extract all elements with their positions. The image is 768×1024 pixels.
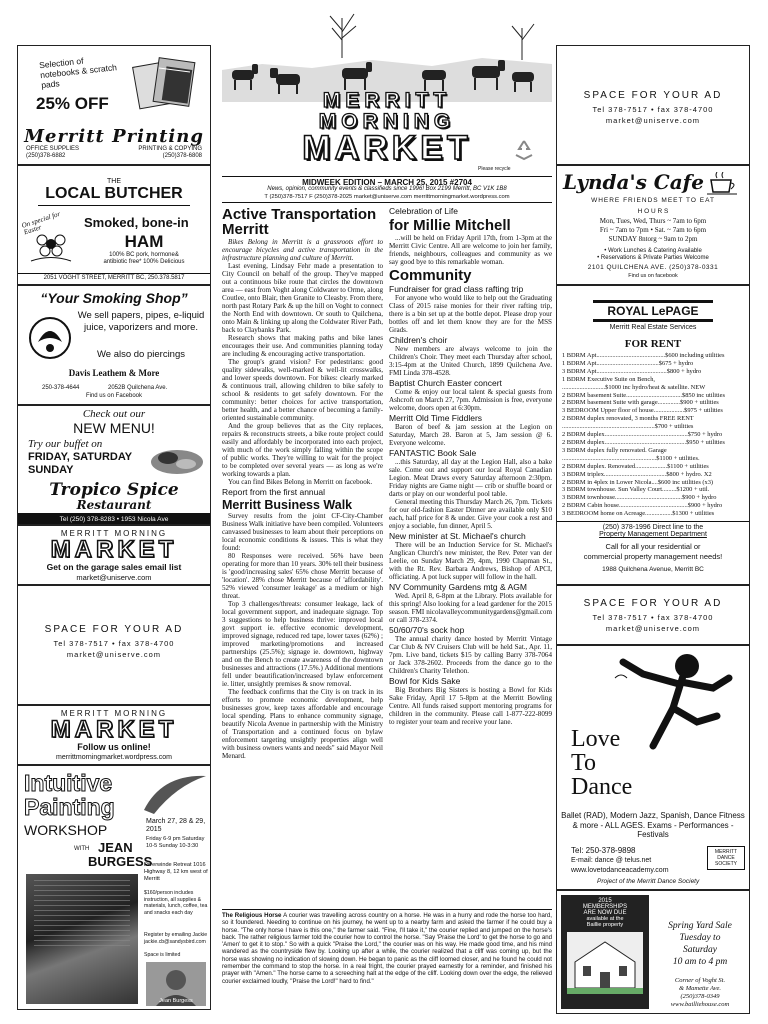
lyndas-cafe-ad — [556, 165, 750, 285]
left-space-for-ad — [17, 585, 211, 705]
rental-row: 3 BDRM triplex.......................................$800 + hydro. X2 — [562, 470, 712, 478]
cafe-name: Lynda's Cafe — [563, 170, 705, 194]
right-space-for-ad-top — [556, 45, 750, 165]
smoke-owner: Davis Leathem & More — [68, 368, 160, 378]
rental-row: 3 BDRM townhouse. Sun Valley Court.........$1200 + util. — [562, 486, 710, 494]
space-ad-phone: Tel 378-7517 • fax 378-4700 — [592, 105, 714, 114]
article-kicker-business-walk: Report from the first annual — [222, 487, 325, 497]
space-ad-email: market@uniserve.com — [66, 650, 162, 659]
painting-workshop: WORKSHOP — [24, 822, 108, 838]
space-ad-title: SPACE FOR YOUR AD — [44, 624, 184, 635]
lepage-call-2: commercial property management needs! — [583, 552, 723, 561]
space-ad-email: market@uniserve.com — [605, 624, 701, 633]
article-title-business-walk: Merritt Business Walk — [222, 498, 353, 512]
merritt-printing-ad — [17, 45, 211, 165]
baillie-web: www.bailliehouse.com — [670, 1001, 730, 1008]
religious-horse-story — [222, 909, 552, 1014]
rental-row: 1 BDRM Executive Suite on Bench, — [562, 375, 656, 383]
masthead-title-3: MARKET — [302, 129, 472, 167]
rental-list — [562, 352, 744, 518]
painting-with: WITH — [74, 846, 90, 852]
butcher-detail-2: antibiotic free* 100% Delicious — [103, 259, 185, 265]
baillie-address-2: & Mamette Ave. — [679, 985, 721, 992]
painting-image — [26, 874, 138, 1004]
article-paragraph: Research shows that making paths and bike lanes encourages their use. And communities planning today are including & encouraging active transportation. — [222, 334, 383, 358]
tagline: News, opinion, community events & classifieds since 1996! Box 2199 Merritt, BC V1K 1B8 — [267, 186, 507, 192]
butcher-name: LOCAL BUTCHER — [38, 185, 190, 206]
smoke-facebook: Find us on Facebook — [85, 393, 143, 399]
dance-tel: Tel: 250-378-9898 — [571, 846, 636, 855]
tropico-days-1: FRIDAY, SATURDAY — [28, 451, 133, 463]
dance-styles: Ballet (RAD), Modern Jazz, Spanish, Dance Fitness & more - ALL AGES. Exams - Performances - Festivals — [561, 811, 745, 839]
subhead: NV Community Gardens mtg & AGM — [389, 582, 527, 592]
painting-dates: March 27, 28 & 29, 2015 — [146, 818, 206, 833]
article-paragraph: ...this Saturday, all day at the Legion Hall, also a bake sale. Come out and support our local Royal Canadian Legion. Meat Draws every Saturday afternoon 2:30pm. Friday nights are Game night — crib or shuffle board or darts or play on our wonderful pool table. — [389, 458, 552, 498]
smoking-shop-ad — [17, 285, 211, 405]
rental-row: 2 BDRM basement Suite with garage..............$900 + utilities — [562, 399, 719, 407]
article-paragraph: The feedback confirms that the City is on track in its efforts to promote economic development, help businesses grow, keep taxes affordable and encourage local spending. Plans to enhance community signage, beautify Nicola Avenue in partnership with the Ministry of Transportation and a continued focus on bylaw enforcement targeting unsightly properties align well with business owners wants and needs" said Mayor Neil Menard. — [222, 688, 383, 760]
article-paragraph: 80 Responses were received. 56% have been operating for more than 10 years. 30% tell their business is 'good/increasing sales' 65% chose Merritt because of 'location'. 28% chose Merritt because of 'affordability'. 52% viewed 'consumer leakage' as a medium or high threat. — [222, 552, 383, 600]
painting-register: Register by emailing Jackie jackie.cb@sandysbird.com — [144, 932, 208, 945]
rental-row: 2 BDRM duplex...................................................$950 + utilities — [562, 438, 725, 446]
yard-sale-days-1: Tuesday to — [679, 933, 721, 943]
rental-row: 2 BDRM basement Suite...................................$850 inc utilities — [562, 391, 725, 399]
contact-line: T (250)378-7517 F (250)378-2025 market@uniserve.com merrittmorningmarket.wordpress.com — [222, 194, 552, 203]
rental-row: 1 BDRM Apt.......................................$675 + hydro — [562, 359, 694, 367]
tropico-name-1: Tropico Spice — [49, 480, 179, 500]
baillie-address-1: Corner of Voght St. — [674, 977, 726, 984]
smoke-name: “Your Smoking Shop” — [40, 290, 188, 306]
yard-sale-title: Spring Yard Sale — [668, 921, 732, 931]
lepage-direct: (250) 378-1996 Direct line to the — [557, 521, 749, 531]
right-space-for-ad-bottom — [556, 585, 750, 645]
rental-row: 1 BDRM Apt...........................................$600 including utilities — [562, 352, 725, 359]
cafe-service-2: • Reservations & Private Parties Welcome — [597, 255, 709, 261]
lepage-address: 1988 Quilchena Avenue, Merritt BC — [602, 566, 704, 573]
brush-stroke-image — [142, 770, 208, 816]
article-paragraph: You can find Bikes Belong in Merritt on facebook. — [228, 478, 373, 486]
love-to-dance-ad — [556, 645, 750, 890]
column-active-transportation — [222, 205, 383, 907]
space-ad-phone: Tel 378-7517 • fax 378-4700 — [53, 639, 175, 648]
rental-row: 3 BDRM duplex fully renovated. Garage — [562, 446, 667, 454]
printing-office: OFFICE SUPPLIES — [26, 146, 80, 152]
article-paragraph: The group's grand vision? For pedestrians: good quality sidewalks, well-marked & well-lit crosswalks, and lower speeds downtown. For bikes: clearly marked & continuous trail, allowing children to bike safely to school & residents to get safely downtown. For the community: better choices for active transportation, better health, and a better chance of becoming a family-oriented sustainable community. — [222, 358, 383, 422]
market1-line-1: Get on the garage sales email list — [46, 562, 182, 572]
dragon-logo-icon — [26, 312, 74, 364]
dance-email: E-mail: dance @ telus.net — [571, 857, 652, 864]
edition-line: MIDWEEK EDITION – MARCH 25, 2015 #2704 — [222, 176, 552, 187]
article-title-millie-mitchell: for Millie Mitchell — [389, 217, 511, 234]
space-ad-phone: Tel 378-7517 • fax 378-4700 — [592, 613, 714, 622]
lepage-logo: ROYAL LePAGE — [593, 300, 713, 322]
subhead: Children's choir — [389, 335, 448, 345]
painting-title-1: Intuitive — [24, 770, 113, 796]
printing-copying: PRINTING & COPYING — [138, 146, 202, 152]
baillie-memberships: MEMBERSHIPS — [582, 904, 628, 910]
house-illustration — [567, 932, 643, 994]
market1-logo: MARKET — [50, 536, 178, 563]
subhead: New minister at St. Michael's church — [389, 531, 526, 541]
article-paragraph: Come & enjoy our local talent & special guests from Ashcroft on March 27, 7pm. Admission is free, everyone welcome, doors open at 6:30pm. — [389, 388, 552, 412]
dance-title-2: To — [571, 750, 596, 776]
dancer-silhouette-icon — [613, 652, 733, 750]
rental-row: 3 BEDROOM home on Acreage.................$1300 + utilities — [562, 510, 715, 518]
printing-phone-2: (250)378-6808 — [162, 153, 202, 159]
coffee-cup-icon — [707, 172, 745, 196]
article-paragraph: For anyone who would like to help out the Graduating Class of 2015 raise monies for their river rafting trip, there is a bin set up at the bottle depot. Please drop your bottles off and let them know they are for the MSS Grads. — [389, 294, 552, 334]
yard-sale-hours: 10 am to 4 pm — [672, 957, 728, 967]
market2-line-1: Follow us online! — [77, 742, 151, 752]
tropico-menu: NEW MENU! — [73, 420, 155, 436]
intuitive-painting-ad — [17, 765, 211, 1010]
subhead: Baptist Church Easter concert — [389, 378, 502, 388]
baillie-property: Baillie property — [586, 922, 624, 928]
rental-row: 3 BDRM townhouse..........................................$900 + hydro — [562, 494, 717, 502]
flower-icon — [26, 226, 76, 266]
market2-top: MERRITT MORNING — [60, 709, 168, 718]
column-community — [389, 205, 552, 907]
yard-sale-days-2: Saturday — [683, 945, 717, 955]
subhead: Fundraiser for grad class rafting trip — [389, 284, 524, 294]
article-paragraph: The annual charity dance hosted by Merritt Vintage Car Club & NV Cruisers Club will be held Sat., Apr. 11, 7pm. Live band, tickets $15 by calling Barry 378-7064 or Jack 378-2602. Proceeds from the dance go to the Children's Charity Telethon. — [389, 635, 552, 675]
article-kicker-celebration: Celebration of Life — [389, 206, 458, 216]
space-ad-title: SPACE FOR YOUR AD — [583, 598, 723, 609]
story-title: The Religious Horse — [222, 912, 282, 919]
space-ad-title: SPACE FOR YOUR AD — [583, 90, 723, 101]
for-rent-heading: FOR RENT — [624, 338, 682, 350]
cafe-hours-1: Mon, Tues, Wed, Thurs ~ 7am to 6pm — [599, 217, 707, 225]
subhead: Bowl for Kids Sake — [389, 676, 461, 686]
baillie-year: 2015 — [598, 898, 612, 904]
butcher-address: 2051 VOGHT STREET, MERRITT BC, 250.378.5817 — [18, 273, 210, 281]
lepage-office: Merritt Real Estate Services — [609, 324, 697, 331]
garage-sale-list-ad — [17, 525, 211, 585]
royal-lepage-rentals — [556, 285, 750, 585]
dance-title-1: Love — [571, 726, 621, 752]
notebooks-image — [126, 54, 206, 114]
subhead: Merritt Old Time Fiddlers — [389, 413, 483, 423]
rental-row: ..........................................................$700 + utilities — [562, 423, 694, 431]
market2-line-2: merrittmorningmarket.wordpress.com — [56, 754, 172, 761]
dance-title-3: Dance — [571, 774, 633, 800]
follow-online-ad — [17, 705, 211, 765]
rental-row: 3 BEDROOM Upper floor of house...................$975 + utilities — [562, 407, 723, 415]
dance-society-badge: MERRITT DANCE SOCIETY — [707, 846, 745, 870]
market2-logo: MARKET — [50, 716, 178, 743]
butcher-special: On special for Easter — [20, 209, 62, 237]
tropico-spice-ad — [17, 405, 211, 525]
article-title-active-transportation: Active Transportation Merritt — [222, 206, 377, 238]
painting-cost: $160/person includes instruction, all supplies & materials, lunch, coffee, tea and snacks each day — [144, 890, 208, 916]
market1-top: MERRITT MORNING — [60, 529, 168, 538]
article-paragraph: Wed. April 8, 6-8pm at the Library. Plots available for this spring! Also looking for a lead gardener for the 2015 season. FMI nicolavalleycommunitygardens@gmail.com or call 378-2374. — [389, 592, 552, 624]
subhead: 50/60/70's sock hop — [389, 625, 465, 635]
printing-promo: Selection of notebooks & scratch pads — [38, 55, 118, 91]
story-text: A courier was travelling across country on a horse. He was in a hurry and rode the horse too hard, so it foundered. Needing to continue on his journey, he went up to a nearby farm and asked the farmer if he could buy a horse. "The only horse I have is this one," the farmer said. "Fine, I'll take it," the courier replied and jumped on the horse's back. The rather religious farmer told the courier how to control the horse. "Say 'Praise the Lord' to get the horse to go and 'Amen' to get it to stop." So with a quick "Praise the Lord," the courier was on his way. He made good time, and his mind wandered as the countryside flew by. Looking up after a while, the courier realized that a cliff was coming up, but the horse was showing no indication of slowing down. He began to panic as the cliff loomed closer, and he found he could not remember the command to stop the horse. In a real fright, the courier prayed earnestly for a reminder, and finished his prayer with "Amen." The horse came to a screeching halt at the edge of the cliff. Looking down over the edge, the relieved courier exclaimed loudly, "Praise the Lord!" hard to find." — [222, 912, 552, 985]
rental-row: 3 BDRM Apt............................................$800 + hydro — [562, 367, 702, 375]
article-paragraph: Last evening, Lindsay Fehr made a presentation to City Council on behalf of the group. They've mapped out a continuous bike route that circles the downtown area — east from Voght along Coldwater to Orme, along Coutlee, onto Blair, then Granite to Cleasby. From there, north past Rotary Park & up the hill on Voght to connect the North End with downtown. Or south to Quilchena, onto Main & linking up along the Coldwater River Path, back to Claybanks Park. — [222, 262, 383, 334]
masthead — [222, 10, 552, 180]
cafe-facebook: Find us on facebook — [628, 273, 678, 279]
rental-row: 2 BDRM in 4plex in Lower Nicola....$600 inc utilities (x3) — [562, 478, 714, 486]
rental-row: ...........................$1000 inc hydro/heat & satellite. NEW — [562, 383, 706, 391]
masthead-title-2: MORNING — [318, 110, 456, 133]
local-butcher-ad — [17, 165, 211, 285]
dance-project: Project of the Merritt Dance Society — [597, 878, 700, 885]
painting-image-text-block — [34, 880, 130, 950]
tropico-check: Check out our — [82, 408, 146, 420]
smoke-line-1: We sell papers, pipes, e-liquid juice, vaporizers and more. — [77, 310, 205, 333]
cafe-hours-3: SUNDAY 8ntorg ~ 9am to 2pm — [608, 235, 698, 243]
lepage-dept: Property Management Department — [599, 531, 707, 538]
baillie-phone: (250)378-0349 — [680, 993, 720, 1000]
article-paragraph: Bikes Belong in Merritt is a grassroots effort to encourage bicycles and active transportation in the infrastructure planning and culture of Merritt. — [222, 238, 383, 262]
dance-web: www.lovetodanceacademy.com — [571, 867, 669, 874]
painting-limited: Space is limited — [144, 952, 181, 958]
baillie-available: available at the — [586, 916, 624, 922]
article-title-community: Community — [389, 267, 472, 284]
tropico-name-2: Restaurant — [76, 498, 152, 512]
painting-times: Friday 6-9 pm Saturday 10-5 Sunday 10-3:30 — [146, 836, 205, 849]
cafe-hours-heading: H O U R S — [637, 208, 669, 215]
butcher-item-2: HAM — [124, 232, 164, 251]
painting-jean: JEAN — [98, 840, 133, 855]
recycle-icon — [512, 138, 536, 162]
painting-title-2: Painting — [24, 794, 115, 820]
painting-artist: Jean Burgess — [159, 998, 193, 1004]
lepage-call-1: Call for all your residential or — [605, 542, 701, 551]
printing-discount: 25% OFF — [36, 94, 109, 113]
smoke-address: 2052B Quilchena Ave. — [108, 385, 168, 391]
cafe-hours-2: Fri ~ 7am to 7pm • Sat. ~ 7am to 6pm — [599, 226, 707, 234]
recycle-label: Please recycle — [478, 166, 511, 172]
baillie-due: ARE NOW DUE — [583, 910, 627, 916]
smoke-phone: 250-378-4644 — [42, 385, 80, 391]
tropico-try: Try our buffet on — [28, 438, 103, 450]
article-paragraph: Big Brothers Big Sisters is hosting a Bowl for Kids Sake Friday, April 17 5-8pm at the Merritt Bowling Centre. All funds raised support mentoring programs for children in the community. Please call 1-877-222-8099 to register your team and receive your lane. — [389, 686, 552, 726]
printing-name: Merritt Printing — [24, 126, 204, 147]
space-ad-email: market@uniserve.com — [605, 116, 701, 125]
cafe-service-1: • Work Lunches & Catering Available — [604, 248, 702, 254]
rental-row: ...........................................................$1100 + utilities. — [562, 454, 700, 462]
article-paragraph: General meeting this Thursday March 26, 7pm. Tickets for our old-fashion Easter Dinner are available only $10 each, half price for 8 & under. Give your cook a rest and enjoy a sociable, fun dinner, April 5. — [389, 498, 552, 530]
cafe-tag: WHERE FRIENDS MEET TO EAT — [591, 197, 715, 204]
article-paragraph: New members are always welcome to join the Children's Choir. They meet each Thursday after school, 3:15-4pm at the United Church, 1899 Quilchena Ave. FMI Linda 378-4528. — [389, 345, 552, 377]
butcher-the: THE — [107, 178, 121, 185]
article-paragraph: Top 3 challenges/threats: consumer leakage, lack of local government support, and inadequate signage. Top 3 suggestions to help business thrive: improved local govt support ie. effective economic development, improved signage, reduced red tape, lower taxes (62%) ; improved marketing/promotions and increased partnerships (25.5%); signage ie. downtown, highway and on the Bench to create awareness of the downtown businesses and attractions (17.5%.) Additional mentions fell under beautification/increased bylaw enforcement ie. litter, unsightly premises & snow removal. — [222, 600, 383, 688]
rental-row: 2 BDRM duplex....................................................$750 + hydro — [562, 431, 723, 439]
tropico-contact: Tel (250) 378-8283 • 1953 Nicola Ave — [18, 513, 210, 525]
cafe-address: 2101 QUILCHENA AVE. (250)378-0331 — [587, 264, 719, 271]
butcher-item-1: Smoked, bone-in — [84, 215, 189, 230]
market1-line-2: market@uniserve.com — [76, 573, 152, 582]
food-image — [148, 442, 206, 478]
smoke-line-2: We also do piercings — [96, 349, 185, 360]
masthead-title-1: MERRITT — [322, 89, 452, 112]
article-paragraph: And the group believes that as the City replaces, repairs & reconstructs streets, a bike route project could easily and affordably be incorporated into each project, with much of the work simply falling within the scope of public works. They're willing to wait for the project to be completed over several years — as long as we're working towards a plan. — [222, 422, 383, 478]
painting-venue: Riverwinde Retreat 1016 Highway 8, 12 km west of Merritt — [144, 862, 208, 882]
rental-row: 2 BDRM duplex renovated, 3 months FREE RENT — [562, 415, 694, 423]
printing-phone-1: (250)378-6882 — [26, 153, 66, 159]
baillie-house-ad — [556, 890, 750, 1014]
rental-row: 2 BDRM duplex. Renovated....................$1100 + utilities — [562, 462, 709, 470]
article-paragraph: ...will be held on Friday April 17th, from 1-3pm at the Merritt Civic Centre. All are welcome to join her family, friends, neighbours, colleagues and community as we say good bye to this remarkable woman. — [389, 234, 552, 266]
rental-row: 2 BDRM Cabin house...........................................$900 + hydro — [562, 502, 723, 510]
memberships-panel — [561, 895, 649, 1009]
butcher-detail-1: 100% BC pork, hormone& — [109, 252, 179, 258]
painting-burgess: BURGESS — [88, 854, 153, 869]
tropico-days-2: SUNDAY — [28, 464, 74, 476]
article-paragraph: Survey results from the joint CF-City-Chamber Business Walk initiative have been compiled. Volunteers canvassed businesses to learn about their perceptions on local economic conditions & issues. This is what they found: — [222, 512, 383, 552]
article-paragraph: Baron of beef & jam session at the Legion on Saturday, March 28. Baron at 5, Jam session @ 6. Everyone welcome. — [389, 423, 552, 447]
article-paragraph: There will be an Induction Service for St. Michael's Anglican Church's new minister, the Rev. Peter van der Leelie, on Sunday March 29, 4pm, 1990 Chapman St., with the Rt. Rev. Barbara Andrews, Bishop of APCI, officiating. A pot luck supper will follow in the hall. — [389, 541, 552, 581]
subhead: FANTASTIC Book Sale — [389, 448, 477, 458]
